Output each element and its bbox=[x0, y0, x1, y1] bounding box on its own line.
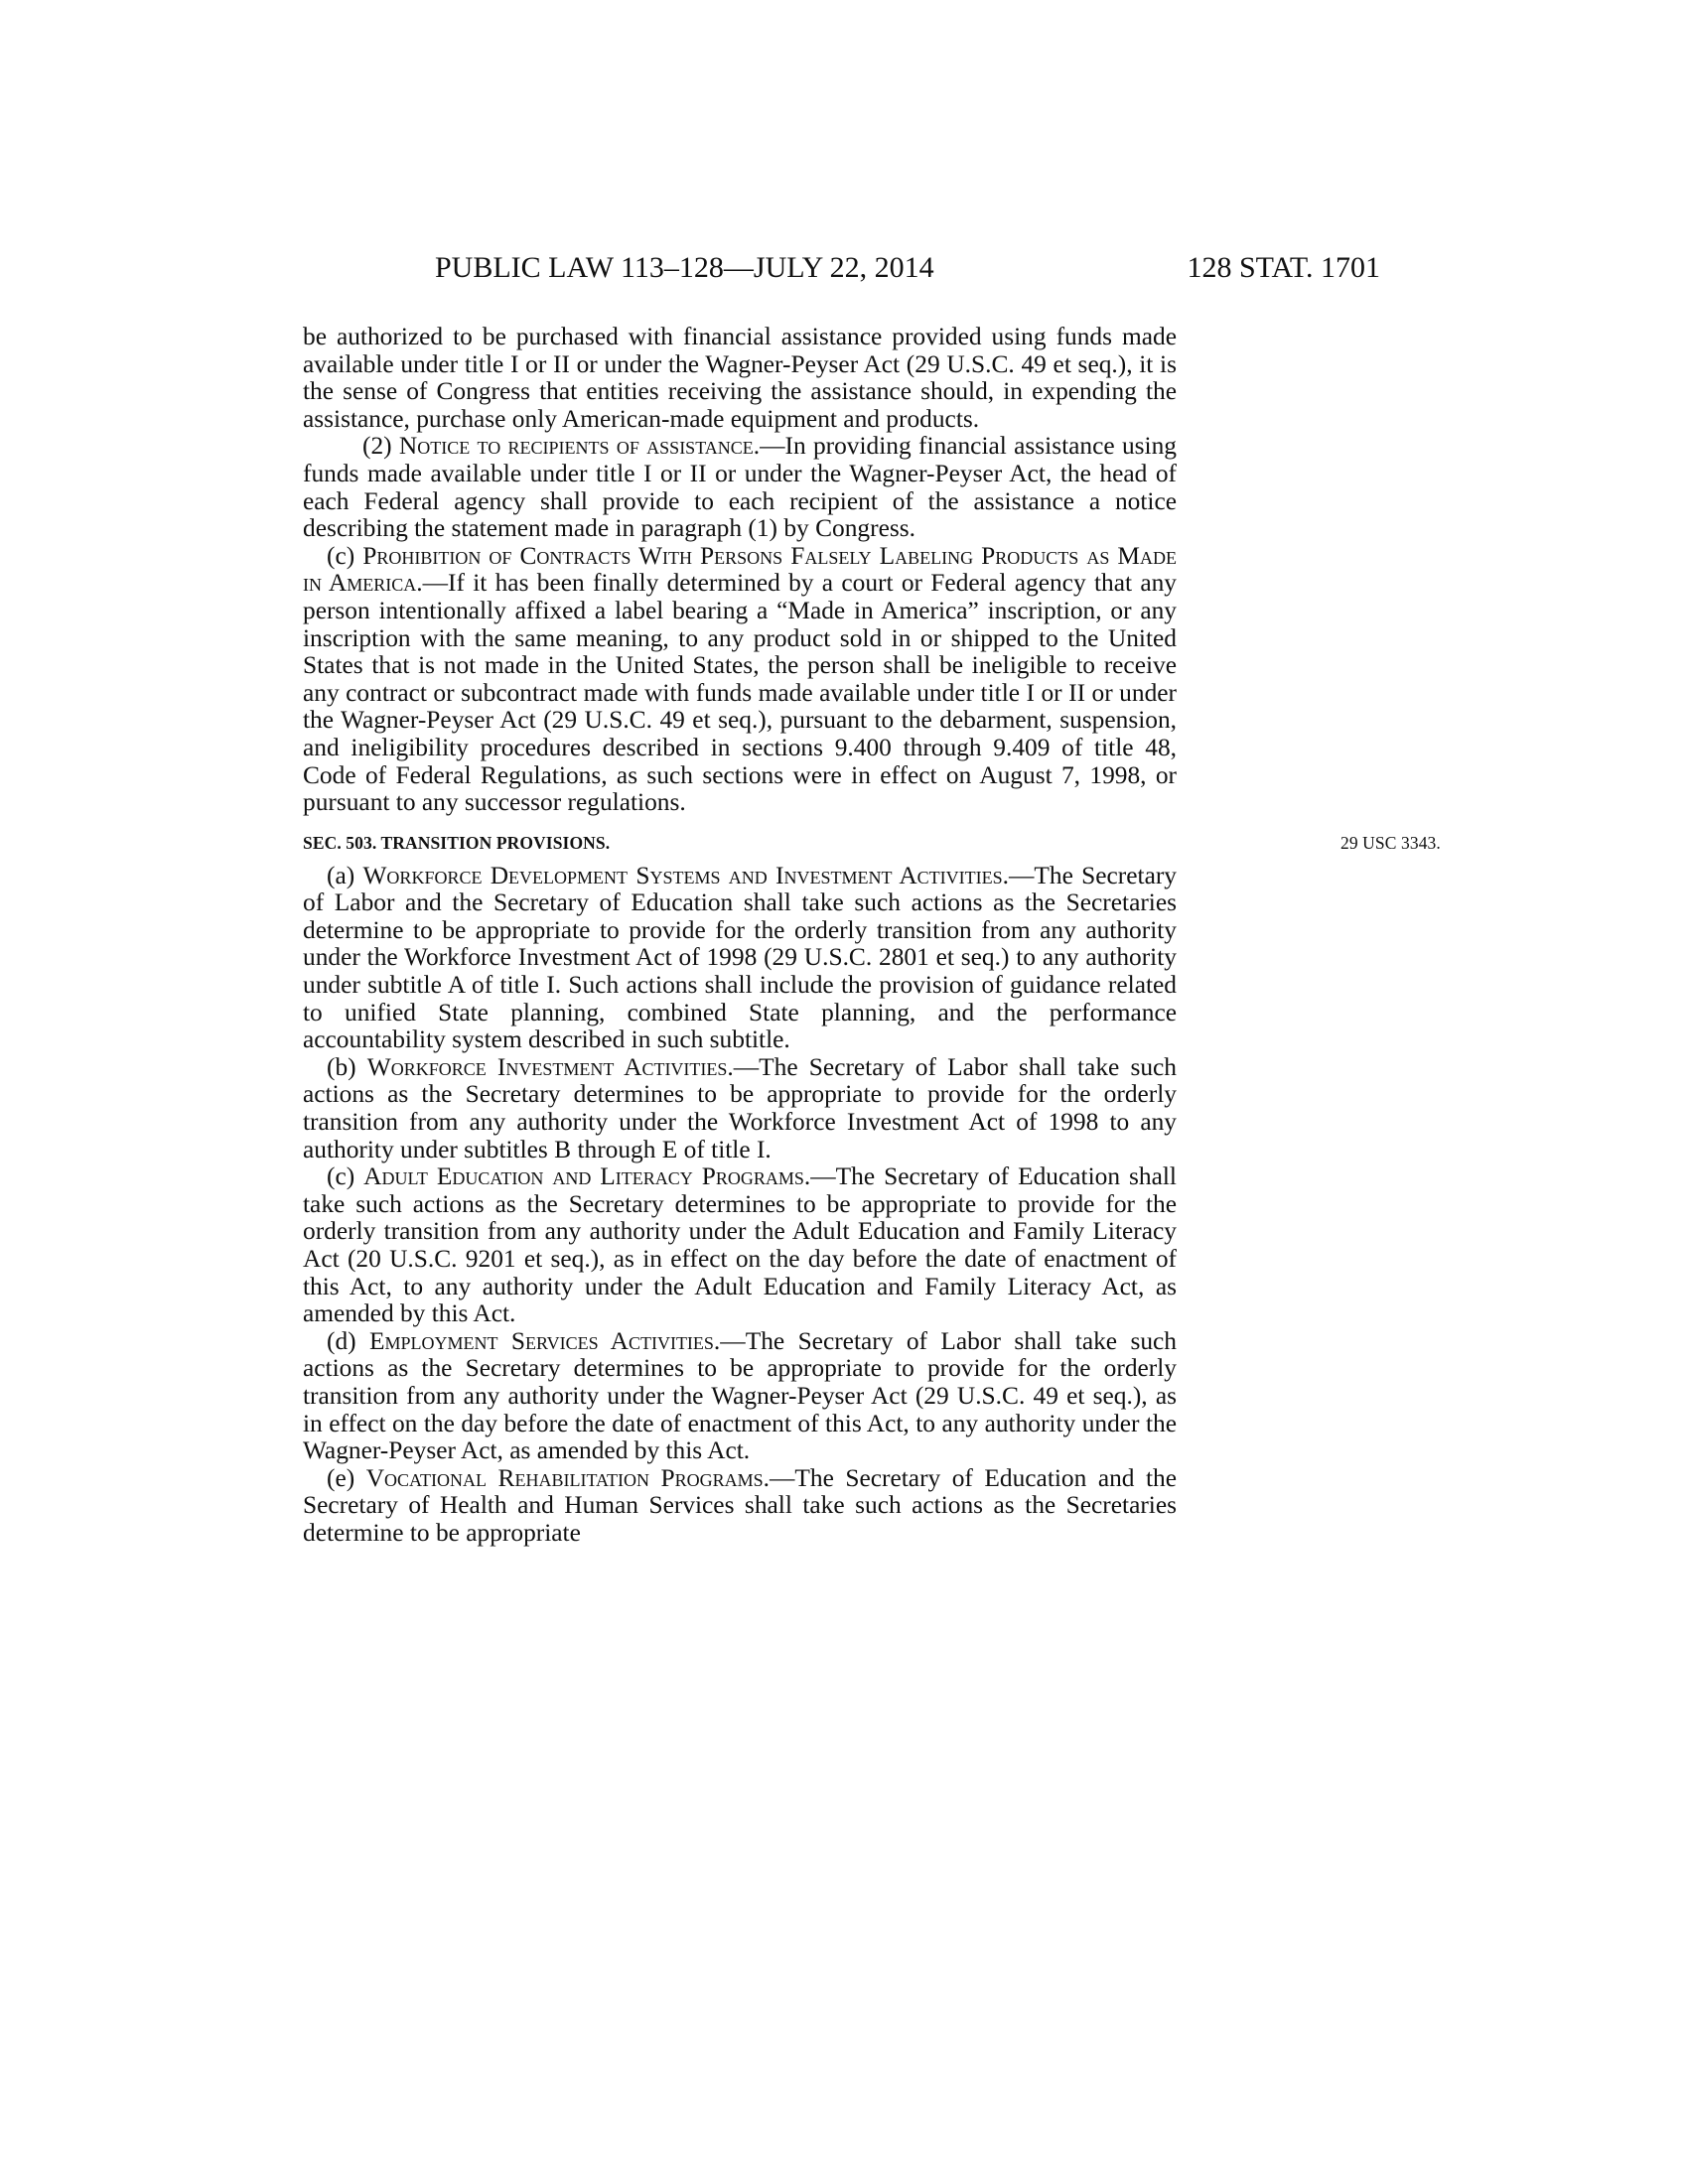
continuation-text: be authorized to be purchased with financial assistance provided using funds made available under title I or II or under the Wagner-Peyser Act (29 U.S.C. 49 et seq.), it is the sense of Congress that entities receiving the assistance should, in expending the assistance, purchase only American-made equipment and products. bbox=[303, 323, 1177, 433]
subsection-c bbox=[303, 1163, 1177, 1328]
subsection-text: The Secretary of Labor and the Secretary of Education shall take such actions as the Secretaries determine to be appropriate to provide for the orderly transition from any authority under the Workforce Investment Act of 1998 (29 U.S.C. 2801 et seq.) to any authority under subtitle A of title I. Such actions shall include the provision of guidance related to unified State planning, combined State planning, and the performance accountability system described in such subtitle. bbox=[303, 861, 1177, 1054]
notice-text: In providing financial assistance using funds made available under title I or II or under the Wagner-Peyser Act, the head of each Federal agency shall provide to each recipient of the assistance a notice describing the statement made in paragraph (1) by Congress. bbox=[303, 432, 1177, 543]
notice-number: (2) bbox=[362, 432, 392, 461]
subsection-dash: — bbox=[770, 1463, 795, 1492]
subsection-number: (a) bbox=[327, 861, 355, 889]
subsection-text: The Secretary of Education shall take such actions as the Secretary determines to be appropriate to provide for the orderly transition from any authority under the Adult Education and Family Literacy Act (20 U.S.C. 9201 et seq.), as in effect on the day before the date of enactment of this Act, to any authority under the Adult Education and Family Literacy Act, as amended by this Act. bbox=[303, 1162, 1177, 1328]
subsection-d bbox=[303, 1328, 1177, 1465]
subsection-text: The Secretary of Education and the Secretary of Health and Human Services shall take such actions as the Secretaries determine to be appropriate bbox=[303, 1463, 1178, 1547]
prohibition-heading: Prohibition of Contracts With Persons Falsely Labeling Products as Made in America. bbox=[303, 541, 1177, 598]
notice-heading: Notice to recipients of assistance. bbox=[398, 432, 761, 461]
subsection-number: (e) bbox=[327, 1463, 355, 1492]
subsection-number: (d) bbox=[327, 1326, 356, 1355]
subsection-dash: — bbox=[1009, 861, 1035, 889]
prohibition-number: (c) bbox=[327, 541, 355, 570]
section-heading bbox=[303, 831, 1441, 856]
subsection-number: (c) bbox=[327, 1162, 355, 1191]
subsection-dash: — bbox=[810, 1162, 836, 1191]
statute-body bbox=[303, 323, 1441, 1548]
subsection-heading: Workforce Development Systems and Investment Activities. bbox=[362, 861, 1009, 889]
prohibition-paragraph bbox=[303, 543, 1177, 817]
subsection-b bbox=[303, 1054, 1177, 1163]
subsection-dash: — bbox=[733, 1052, 760, 1081]
subsection-heading: Employment Services Activities. bbox=[369, 1326, 721, 1355]
subsection-text: The Secretary of Labor shall take such actions as the Secretary determines to be appropriate to provide for the orderly transition from any authority under the Wagner-Peyser Act (29 U.S.C. 49 et seq.), as in effect on the day before the date of enactment of this Act, to any authority under the Wagner-Peyser Act, as amended by this Act. bbox=[303, 1326, 1177, 1465]
section-heading-text: SEC. 503. TRANSITION PROVISIONS. bbox=[303, 832, 611, 853]
usc-margin-note: 29 USC 3343. bbox=[1340, 832, 1441, 853]
subsection-text: The Secretary of Labor shall take such actions as the Secretary determines to be appropriate to provide for the orderly transition from any authority under the Workforce Investment Act of 1998 to any authority under subtitles B through E of title I. bbox=[303, 1052, 1177, 1163]
subsection-heading: Adult Education and Literacy Programs. bbox=[363, 1162, 811, 1191]
subsection-dash: — bbox=[720, 1326, 746, 1355]
statute-page-number: 128 STAT. 1701 bbox=[1187, 251, 1380, 284]
continuation-paragraph bbox=[303, 324, 1177, 433]
subsection-a bbox=[303, 863, 1177, 1054]
subsection-heading: Workforce Investment Activities. bbox=[366, 1052, 734, 1081]
running-head-title: PUBLIC LAW 113–128—JULY 22, 2014 bbox=[435, 251, 934, 284]
subsection-e bbox=[303, 1465, 1177, 1548]
prohibition-dash: — bbox=[422, 569, 448, 598]
running-head bbox=[435, 248, 1380, 288]
notice-dash: — bbox=[760, 432, 785, 461]
subsection-heading: Vocational Rehabilitation Programs. bbox=[365, 1463, 770, 1492]
prohibition-text: If it has been finally determined by a court or Federal agency that any person intentionally affixed a label bearing a “Made in America” inscription, or any inscription with the same meaning, to any product sold in or shipped to the United States that is not made in the United States, the person shall be ineligible to receive any contract or subcontract made with funds made available under title I or II or under the Wagner-Peyser Act (29 U.S.C. 49 et seq.), pursuant to the debarment, suspension, and ineligibility procedures described in sections 9.400 through 9.409 of title 48, Code of Federal Regulations, as such sections were in effect on August 7, 1998, or pursuant to any successor regulations. bbox=[303, 569, 1177, 817]
notice-paragraph bbox=[303, 433, 1177, 542]
subsection-number: (b) bbox=[327, 1052, 356, 1081]
